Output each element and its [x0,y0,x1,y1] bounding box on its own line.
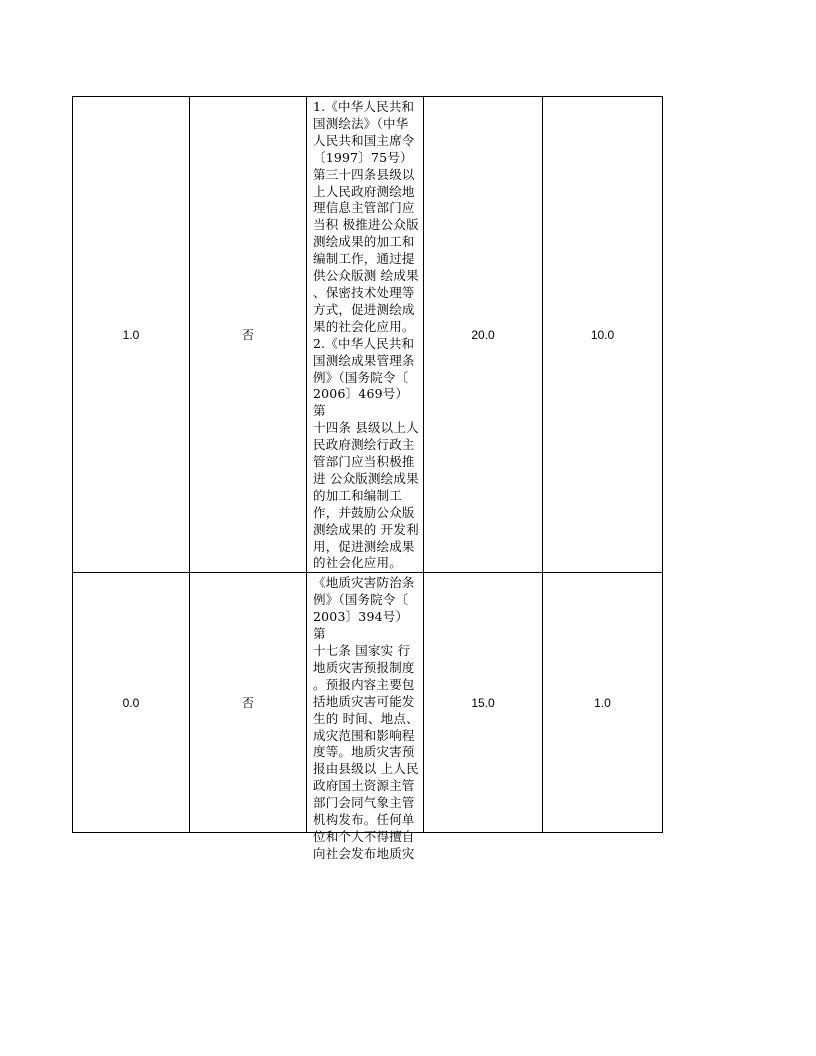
cell-score: 0.0 [73,573,190,833]
data-table [72,96,663,861]
cell-value-b: 1.0 [543,573,663,833]
cell-score: 1.0 [73,97,190,573]
legal-basis-text: 1.《中华人民共和 国测绘法》（中华 人民共和国主席令 〔1997〕75号） 第三十四条县级以 上人民政府测绘地 理信息主管部门应 当积 极推进公众版 测绘成果的加工和 编制工作，通过提 供公众版测 绘成果 、保密技术处理等 方式，促进测绘成 果的社会化应用。 2.《中华人民共和 国测绘成果管理条 例》（国务院令〔 2006〕469号） 第 十四条 县级以上人 民政府测绘行政主 管部门应当积极推 进 公众版测绘成果 的加工和编制工 作，并鼓励公众版 测绘成果的 开发利 用，促进测绘成果 的社会化应用。 [313,99,419,571]
cell-legal-basis [307,97,424,573]
cell-value-a: 20.0 [424,97,543,573]
legal-basis-text: 《地质灾害防治条 例》（国务院令〔 2003〕394号）第 十七条 国家实 行 地质灾害预报制度 。预报内容主要包 括地质灾害可能发 生的 时间、地点、 成灾范围和影响程 度等。地质灾害预 报由县级以 上人民 政府国土资源主管 部门会同气象主管 机构发布。任何单 位和个人不得擅自 向社会发布地质灾 [313,575,419,861]
table-row [73,573,663,833]
cell-value-a: 15.0 [424,573,543,833]
cell-legal-basis [307,573,424,861]
table-row [73,97,663,573]
cell-value-b: 10.0 [543,97,663,573]
cell-flag: 否 [190,573,307,833]
cell-flag: 否 [190,97,307,573]
